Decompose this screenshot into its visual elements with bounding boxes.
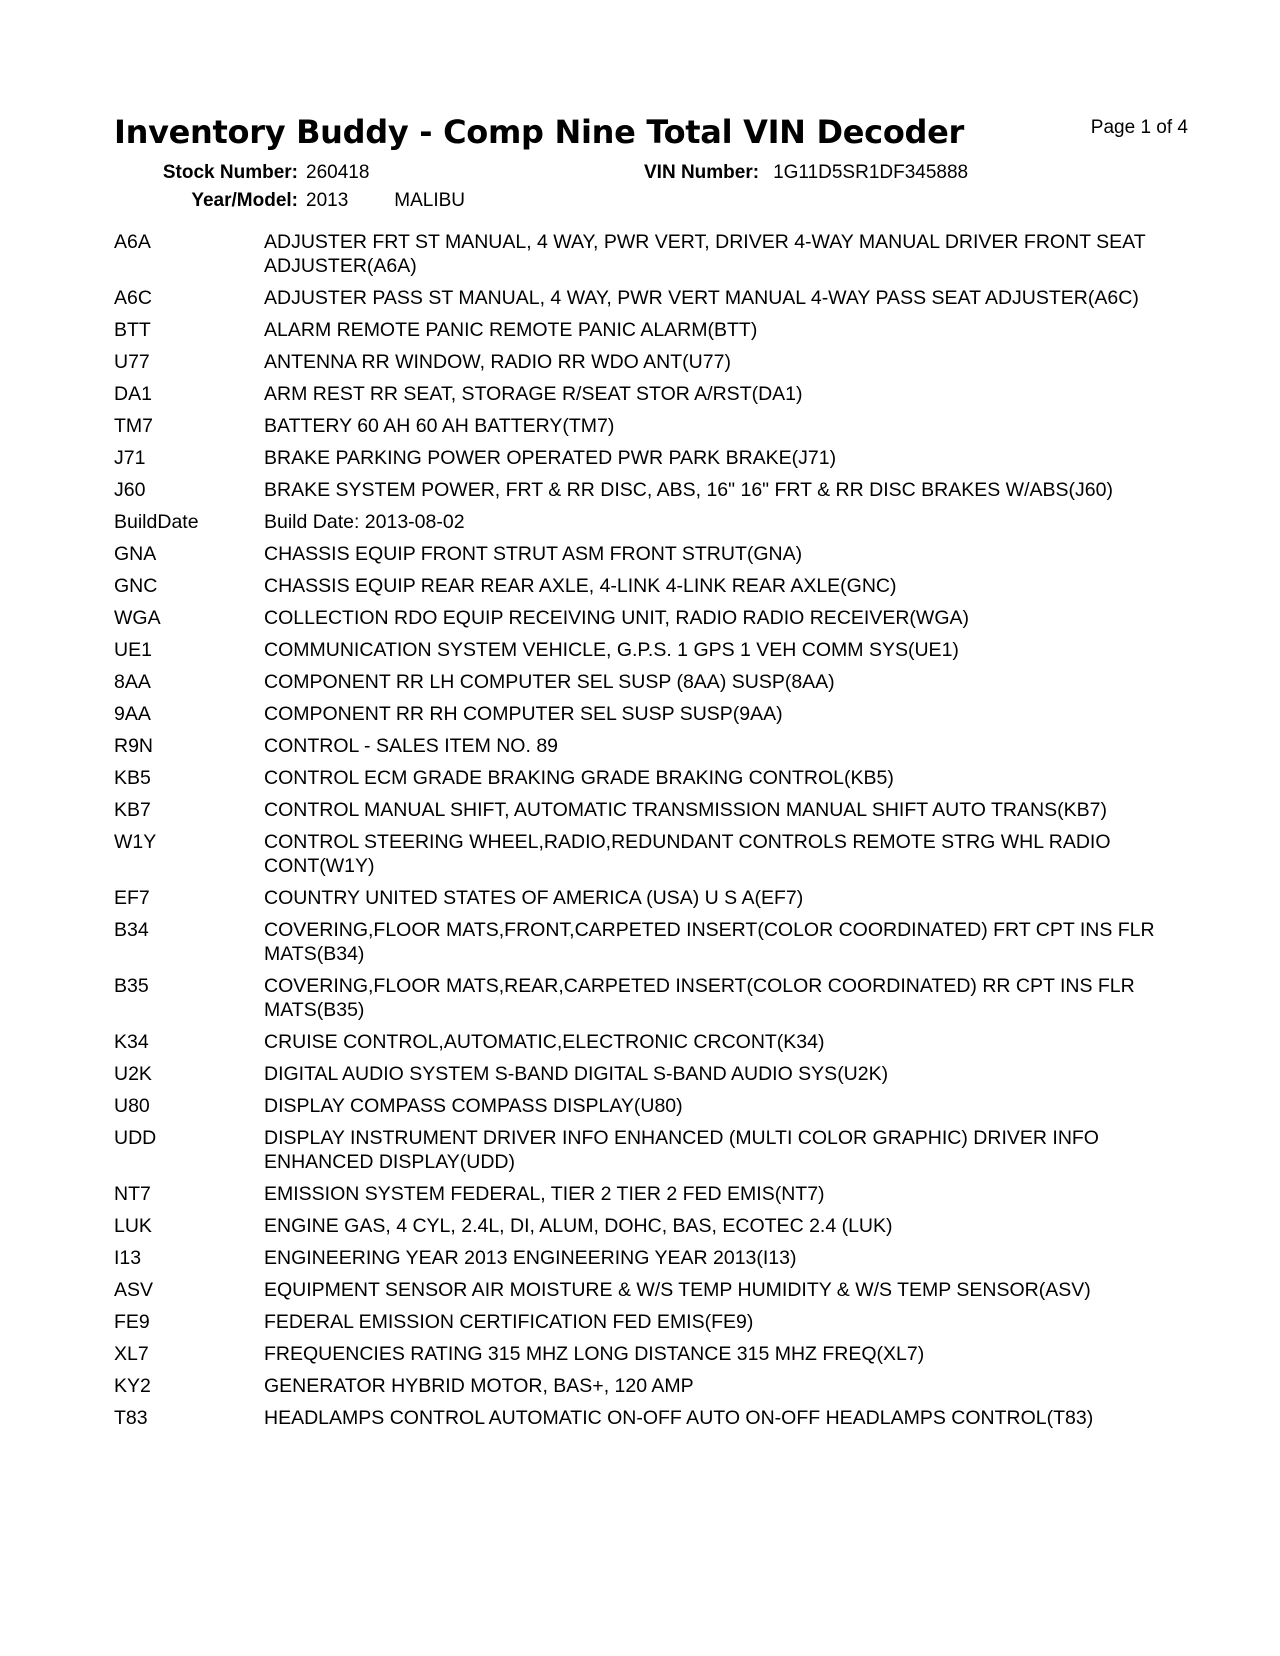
option-row: [114, 286, 1174, 310]
option-row: [114, 542, 1174, 566]
option-row: [114, 478, 1174, 502]
option-code: 8AA: [114, 671, 151, 693]
option-row: [114, 1030, 1174, 1054]
option-row: [114, 1094, 1174, 1118]
option-code: B34: [114, 919, 149, 941]
option-code: FE9: [114, 1311, 150, 1333]
option-row: [114, 670, 1174, 694]
option-description: DISPLAY COMPASS COMPASS DISPLAY(U80): [264, 1095, 683, 1117]
option-description: EMISSION SYSTEM FEDERAL, TIER 2 TIER 2 FED EMIS(NT7): [264, 1183, 825, 1205]
vin-number-field: [644, 162, 968, 184]
option-row: [114, 574, 1174, 598]
option-code: I13: [114, 1247, 142, 1269]
option-row: [114, 414, 1174, 438]
option-row: [114, 1214, 1174, 1238]
option-code: T83: [114, 1407, 148, 1429]
stock-number-field: [154, 162, 369, 184]
option-row: [114, 798, 1174, 822]
vin-number-value: 1G11D5SR1DF345888: [773, 162, 969, 183]
model-value: MALIBU: [394, 190, 466, 211]
option-description: ALARM REMOTE PANIC REMOTE PANIC ALARM(BTT): [264, 319, 758, 341]
option-description: COUNTRY UNITED STATES OF AMERICA (USA) U S A(EF7): [264, 887, 804, 909]
option-description: COMPONENT RR RH COMPUTER SEL SUSP SUSP(9AA): [264, 703, 783, 725]
option-row: [114, 230, 1174, 278]
option-row: [114, 1374, 1174, 1398]
option-description: HEADLAMPS CONTROL AUTOMATIC ON-OFF AUTO ON-OFF HEADLAMPS CONTROL(T83): [264, 1407, 1094, 1429]
option-row: [114, 734, 1174, 758]
option-description: CONTROL MANUAL SHIFT, AUTOMATIC TRANSMISSION MANUAL SHIFT AUTO TRANS(KB7): [264, 799, 1107, 821]
option-row: [114, 1182, 1174, 1206]
option-code: B35: [114, 975, 149, 997]
option-description: FEDERAL EMISSION CERTIFICATION FED EMIS(FE9): [264, 1311, 754, 1333]
option-code: W1Y: [114, 831, 157, 853]
option-row: [114, 510, 1174, 534]
option-description: BATTERY 60 AH 60 AH BATTERY(TM7): [264, 415, 615, 437]
stock-number-label: Stock Number:: [162, 162, 298, 183]
option-row: [114, 446, 1174, 470]
option-description: COVERING,FLOOR MATS,FRONT,CARPETED INSERT(COLOR COORDINATED) FRT CPT INS FLR MATS(B34): [264, 919, 1155, 965]
option-code: A6A: [114, 231, 151, 253]
option-description: DIGITAL AUDIO SYSTEM S-BAND DIGITAL S-BAND AUDIO SYS(U2K): [264, 1063, 889, 1085]
year-model-field: [154, 190, 465, 212]
option-description: CONTROL - SALES ITEM NO. 89: [264, 735, 559, 757]
option-description: COVERING,FLOOR MATS,REAR,CARPETED INSERT(COLOR COORDINATED) RR CPT INS FLR MATS(B35): [264, 975, 1135, 1021]
option-code: UE1: [114, 639, 152, 661]
option-code: R9N: [114, 735, 154, 757]
option-code: U77: [114, 351, 150, 373]
option-description: BRAKE SYSTEM POWER, FRT & RR DISC, ABS, 16" 16" FRT & RR DISC BRAKES W/ABS(J60): [264, 479, 1113, 501]
option-code: KB7: [114, 799, 151, 821]
option-code: GNA: [114, 543, 157, 565]
option-row: [114, 350, 1174, 374]
option-code: TM7: [114, 415, 153, 437]
option-code: KB5: [114, 767, 151, 789]
option-code: 9AA: [114, 703, 151, 725]
option-row: [114, 1406, 1174, 1430]
year-model-label: Year/Model:: [191, 190, 298, 211]
option-row: [114, 318, 1174, 342]
option-row: [114, 886, 1174, 910]
option-row: [114, 1278, 1174, 1302]
option-row: [114, 1310, 1174, 1334]
vin-number-label: VIN Number:: [644, 162, 760, 183]
option-row: [114, 974, 1174, 1022]
option-description: CONTROL STEERING WHEEL,RADIO,REDUNDANT CONTROLS REMOTE STRG WHL RADIO CONT(W1Y): [264, 831, 1111, 877]
option-description: GENERATOR HYBRID MOTOR, BAS+, 120 AMP: [264, 1375, 694, 1397]
option-description: CHASSIS EQUIP FRONT STRUT ASM FRONT STRUT(GNA): [264, 543, 803, 565]
option-description: CRUISE CONTROL,AUTOMATIC,ELECTRONIC CRCONT(K34): [264, 1031, 825, 1053]
option-code: A6C: [114, 287, 152, 309]
option-row: [114, 1062, 1174, 1086]
option-description: COLLECTION RDO EQUIP RECEIVING UNIT, RADIO RADIO RECEIVER(WGA): [264, 607, 969, 629]
option-code: XL7: [114, 1343, 149, 1365]
option-row: [114, 382, 1174, 406]
option-row: [114, 638, 1174, 662]
option-description: CONTROL ECM GRADE BRAKING GRADE BRAKING CONTROL(KB5): [264, 767, 894, 789]
option-row: [114, 606, 1174, 630]
page-number: Page 1 of 4: [1090, 117, 1188, 138]
option-code: J71: [114, 447, 146, 469]
option-description: ANTENNA RR WINDOW, RADIO RR WDO ANT(U77): [264, 351, 731, 373]
option-row: [114, 1342, 1174, 1366]
option-code: U80: [114, 1095, 150, 1117]
option-description: ARM REST RR SEAT, STORAGE R/SEAT STOR A/RST(DA1): [264, 383, 803, 405]
option-code: BuildDate: [114, 511, 199, 533]
option-description: ENGINEERING YEAR 2013 ENGINEERING YEAR 2013(I13): [264, 1247, 797, 1269]
option-description: COMMUNICATION SYSTEM VEHICLE, G.P.S. 1 GPS 1 VEH COMM SYS(UE1): [264, 639, 959, 661]
option-code: BTT: [114, 319, 151, 341]
option-description: ENGINE GAS, 4 CYL, 2.4L, DI, ALUM, DOHC, BAS, ECOTEC 2.4 (LUK): [264, 1215, 893, 1237]
option-code: EF7: [114, 887, 150, 909]
option-description: EQUIPMENT SENSOR AIR MOISTURE & W/S TEMP HUMIDITY & W/S TEMP SENSOR(ASV): [264, 1279, 1091, 1301]
option-row: [114, 1246, 1174, 1270]
option-code: KY2: [114, 1375, 151, 1397]
option-description: FREQUENCIES RATING 315 MHZ LONG DISTANCE 315 MHZ FREQ(XL7): [264, 1343, 925, 1365]
option-description: ADJUSTER PASS ST MANUAL, 4 WAY, PWR VERT MANUAL 4-WAY PASS SEAT ADJUSTER(A6C): [264, 287, 1139, 309]
option-code: J60: [114, 479, 146, 501]
option-code: NT7: [114, 1183, 151, 1205]
option-code: DA1: [114, 383, 152, 405]
option-description: CHASSIS EQUIP REAR REAR AXLE, 4-LINK 4-LINK REAR AXLE(GNC): [264, 575, 897, 597]
page-title: Inventory Buddy - Comp Nine Total VIN Decoder: [114, 113, 965, 151]
option-row: [114, 766, 1174, 790]
option-row: [114, 830, 1174, 878]
option-description: COMPONENT RR LH COMPUTER SEL SUSP (8AA) SUSP(8AA): [264, 671, 835, 693]
option-code: WGA: [114, 607, 161, 629]
option-code: U2K: [114, 1063, 152, 1085]
option-code-list: [114, 230, 1174, 1438]
option-description: BRAKE PARKING POWER OPERATED PWR PARK BRAKE(J71): [264, 447, 837, 469]
option-code: ASV: [114, 1279, 154, 1301]
option-code: K34: [114, 1031, 149, 1053]
option-row: [114, 702, 1174, 726]
option-description: Build Date: 2013-08-02: [264, 511, 465, 533]
option-code: GNC: [114, 575, 158, 597]
option-description: ADJUSTER FRT ST MANUAL, 4 WAY, PWR VERT, DRIVER 4-WAY MANUAL DRIVER FRONT SEAT ADJUSTER(A6A): [264, 231, 1146, 277]
option-row: [114, 1126, 1174, 1174]
option-description: DISPLAY INSTRUMENT DRIVER INFO ENHANCED (MULTI COLOR GRAPHIC) DRIVER INFO ENHANCED DISPLAY(UDD): [264, 1127, 1099, 1173]
stock-number-value: 260418: [306, 162, 370, 183]
year-value: 2013: [306, 190, 349, 211]
option-code: LUK: [114, 1215, 152, 1237]
option-row: [114, 918, 1174, 966]
option-code: UDD: [114, 1127, 157, 1149]
